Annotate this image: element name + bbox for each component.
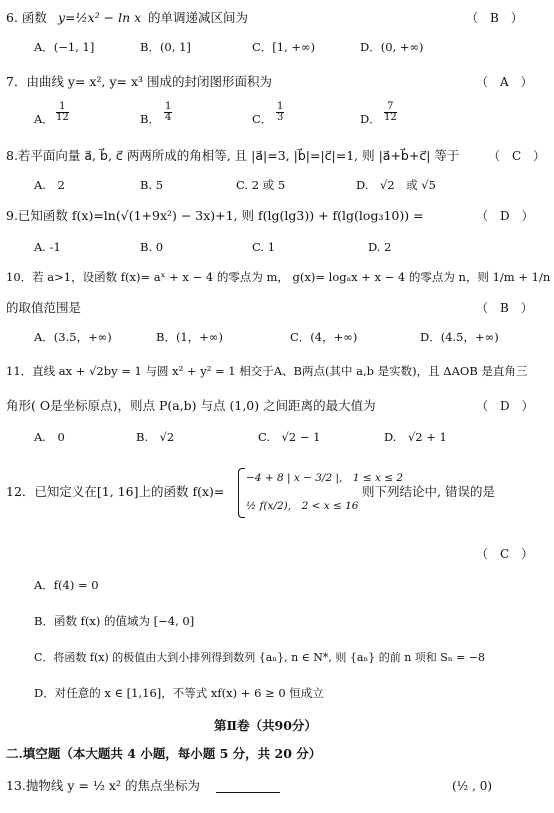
q6-option-d: D．(0, +∞) — [360, 40, 424, 54]
q7-c-num: 1 — [277, 101, 284, 112]
q9-option-b: B. 0 — [140, 240, 164, 254]
q13-answer-blank — [216, 782, 280, 793]
q11-stem: 11．直线 ax + √2by = 1 与圆 x² + y² = 1 相交于A、B两点(其中 a,b 是实数)，且 ΔAOB 是直角三 — [6, 364, 528, 378]
q10-answer: （ B ） — [476, 301, 533, 315]
q10-option-b: B．(1，+∞) — [156, 330, 223, 344]
q6-options — [0, 38, 554, 58]
q7-d-den: 12 — [384, 112, 397, 123]
q7-option-c: C． — [252, 112, 273, 126]
q12-answer: （ C ） — [476, 547, 534, 561]
question-10-cont — [0, 298, 554, 318]
q12-piecewise-brace — [238, 468, 245, 518]
q11-option-a: A. 0 — [34, 430, 65, 444]
q7-answer: （ A ） — [476, 75, 533, 89]
q7-option-c-frac — [276, 102, 284, 123]
q7-options — [0, 102, 554, 134]
q8-option-b: B. 5 — [140, 178, 164, 192]
q8-stem: 8.若平面向量 a⃗, b⃗, c⃗ 两两所成的角相等, 且 |a⃗|=3, |b⃗|=|c⃗|=1, 则 |a⃗+b⃗+c⃗| 等于 — [6, 148, 460, 163]
q7-a-num: 1 — [56, 102, 69, 113]
q7-c-den: 3 — [277, 112, 284, 123]
q9-answer: （ D ） — [476, 209, 534, 223]
q10-option-c: C．(4，+∞) — [290, 330, 358, 344]
section-2-title: 第Ⅱ卷（共90分） — [214, 718, 317, 733]
q9-option-d: D. 2 — [368, 240, 392, 254]
fill-header-row — [0, 744, 554, 764]
question-9 — [0, 206, 554, 226]
q7-a-den: 12 — [56, 112, 69, 123]
q7-b-den: 4 — [165, 112, 172, 123]
question-6 — [0, 8, 554, 28]
question-10 — [0, 268, 554, 288]
q12-option-d: D．对任意的 x ∈ [1,16]，不等式 xf(x) + 6 ≥ 0 恒成立 — [34, 686, 324, 700]
q7-option-d: D． — [360, 112, 381, 126]
q6-option-a: A．(−1, 1] — [34, 40, 95, 54]
q12-option-b-row — [0, 612, 554, 632]
q12-answer-row — [0, 544, 554, 564]
q12-piece-1: −4 + 8 | x − 3/2 |, 1 ≤ x ≤ 2 — [246, 472, 404, 484]
q7-option-a-frac — [56, 102, 69, 123]
q12-option-d-row — [0, 684, 554, 704]
q12-option-c-row — [0, 648, 554, 668]
section-2-title-row — [0, 716, 554, 736]
q12-piece-2: ½ f(x/2), 2 < x ≤ 16 — [246, 500, 359, 512]
question-12 — [0, 466, 554, 522]
q13-stem: 13.抛物线 y = ½ x² 的焦点坐标为 — [6, 778, 200, 793]
q10-option-d: D．(4.5，+∞) — [420, 330, 499, 344]
q6-answer: （ B ） — [466, 11, 523, 25]
q8-answer: （ C ） — [488, 149, 546, 163]
q6-option-b: B．(0, 1] — [140, 40, 191, 54]
q9-option-a: A. -1 — [34, 240, 61, 254]
q12-stem-prefix: 12．已知定义在[1, 16]上的函数 f(x)= — [6, 484, 225, 499]
q13-answer: (½ , 0) — [452, 779, 493, 793]
q8-option-c: C. 2 或 5 — [236, 178, 286, 192]
q11-option-c: C. √2 − 1 — [258, 430, 321, 444]
q12-option-a: A．f(4) = 0 — [34, 578, 99, 592]
q9-options — [0, 238, 554, 258]
q7-option-b-frac — [164, 102, 172, 123]
q10-stem: 10．若 a>1，设函数 f(x)= aˣ + x − 4 的零点为 m， g(x)= logₐx + x − 4 的零点为 n，则 1/m + 1/n — [6, 270, 551, 284]
q6-stem-suffix: 的单调递减区间为 — [148, 10, 249, 25]
question-11 — [0, 362, 554, 382]
q7-d-num: 7 — [384, 102, 397, 113]
q8-options — [0, 176, 554, 196]
q6-stem-prefix: 6. 函数 — [6, 10, 47, 25]
q8-option-a: A. 2 — [34, 178, 65, 192]
q6-function: y=½x² − ln x — [58, 10, 142, 25]
q11-stem-2: 角形( O是坐标原点)，则点 P(a,b) 与点 (1,0) 之间距离的最大值为 — [6, 398, 376, 413]
q7-stem: 7．由曲线 y= x², y= x³ 围成的封闭图形面积为 — [6, 74, 272, 89]
q12-option-c: C．将函数 f(x) 的极值由大到小排列得到数列 {aₙ}, n ∈ N*, 则 {aₙ} 的前 n 项和 Sₙ = −8 — [34, 651, 486, 664]
question-7 — [0, 72, 554, 92]
q7-b-num: 1 — [165, 101, 172, 112]
q12-option-b: B．函数 f(x) 的值域为 [−4, 0] — [34, 614, 195, 628]
question-13 — [0, 776, 554, 796]
question-8 — [0, 146, 554, 166]
q7-option-a: A． — [34, 112, 54, 126]
q11-option-b: B. √2 — [136, 430, 175, 444]
q10-options — [0, 328, 554, 348]
q7-option-d-frac — [384, 102, 397, 123]
q6-option-c: C．[1, +∞) — [252, 40, 316, 54]
q10-stem-2: 的取值范围是 — [6, 300, 82, 315]
q12-option-a-row — [0, 576, 554, 596]
q11-option-d: D. √2 + 1 — [384, 430, 447, 444]
q9-option-c: C. 1 — [252, 240, 276, 254]
q7-option-b: B． — [140, 112, 160, 126]
fill-in-header: 二.填空题（本大题共 4 小题，每小题 5 分，共 20 分） — [6, 746, 322, 761]
q12-stem-suffix: 则下列结论中, 错误的是 — [362, 484, 495, 499]
q11-answer: （ D ） — [476, 399, 534, 413]
q9-stem: 9.已知函数 f(x)=ln(√(1+9x²) − 3x)+1, 则 f(lg(lg3)) + f(lg(log₃10)) = — [6, 208, 424, 223]
q11-options — [0, 428, 554, 448]
q8-option-d: D. √2 或 √5 — [356, 178, 436, 192]
q10-option-a: A．(3.5，+∞) — [34, 330, 112, 344]
question-11-cont — [0, 396, 554, 416]
